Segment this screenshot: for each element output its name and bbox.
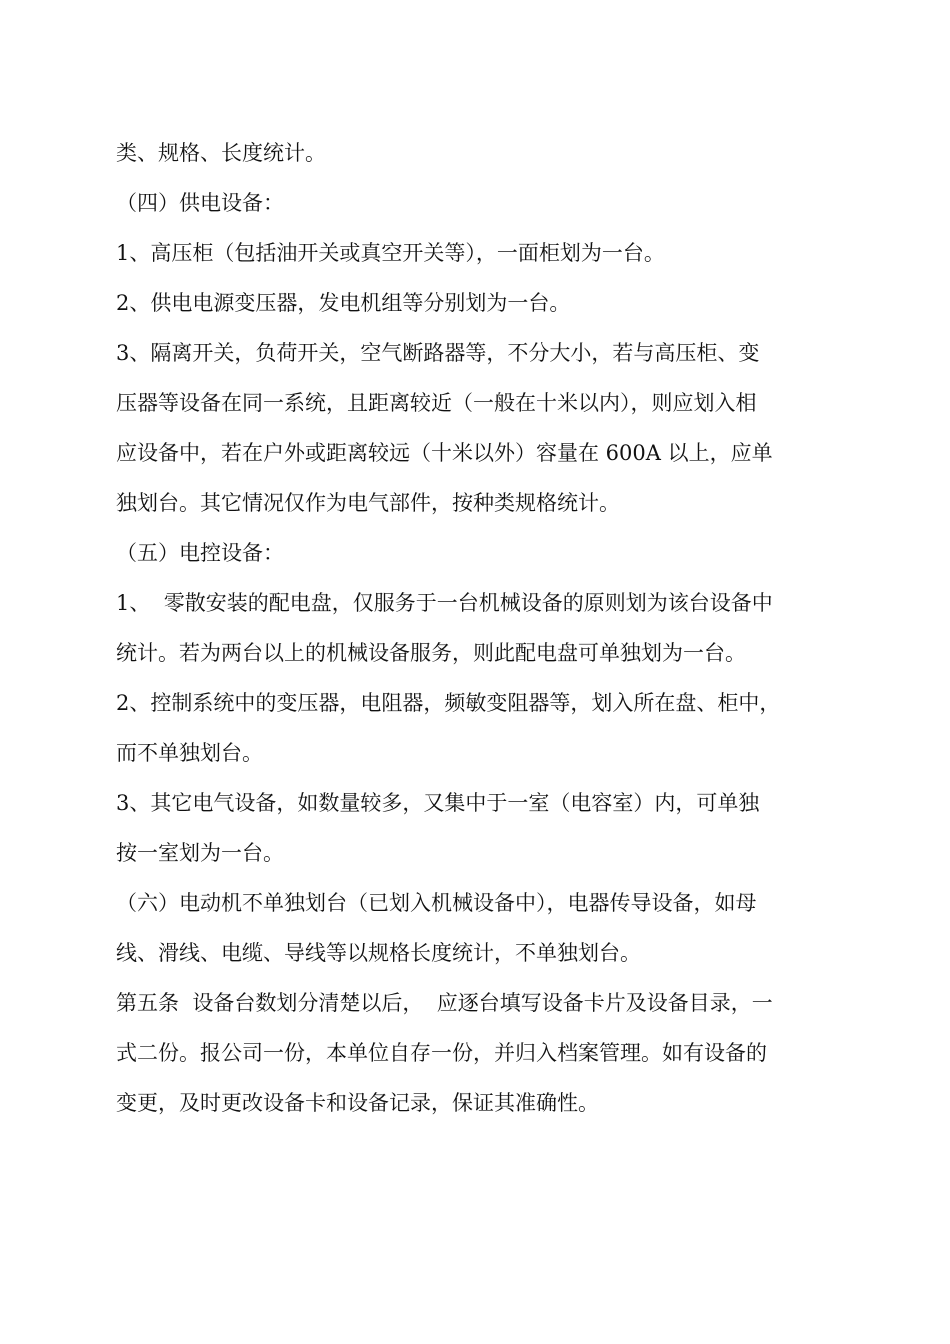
text-line: 2、供电电源变压器，发电机组等分别划为一台。 [116,291,571,315]
text-line: 压器等设备在同一系统，且距离较近（一般在十米以内），则应划入相 [116,391,757,415]
text-line: 类、规格、长度统计。 [116,141,326,165]
text-line: 独划台。其它情况仅作为电气部件，按种类规格统计。 [116,491,620,515]
text-line: 式二份。报公司一份，本单位自存一份，并归入档案管理。如有设备的 [116,1041,767,1065]
text-line: （六）电动机不单独划台（已划入机械设备中），电器传导设备，如母 [116,891,757,915]
text-line: 1、 零散安装的配电盘，仅服务于一台机械设备的原则划为该台设备中 [116,591,773,615]
text-line: 应设备中，若在户外或距离较远（十米以外）容量在 600A 以上，应单 [116,441,773,465]
text-line: 线、滑线、电缆、导线等以规格长度统计，不单独划台。 [116,941,641,965]
text-line: 而不单独划台。 [116,741,263,765]
section-heading: （五）电控设备： [116,541,284,565]
document-body [116,128,876,1128]
text-line: 1、高压柜（包括油开关或真空开关等），一面柜划为一台。 [116,241,665,265]
text-line: 3、隔离开关，负荷开关，空气断路器等，不分大小，若与高压柜、变 [116,341,760,365]
text-line: 统计。若为两台以上的机械设备服务，则此配电盘可单独划为一台。 [116,641,746,665]
section-heading: （四）供电设备： [116,191,284,215]
article-line: 第五条 设备台数划分清楚以后， 应逐台填写设备卡片及设备目录，一 [116,991,773,1015]
text-line: 3、其它电气设备，如数量较多，又集中于一室（电容室）内，可单独 [116,791,760,815]
text-line: 2、控制系统中的变压器，电阻器，频敏变阻器等，划入所在盘、柜中， [116,691,781,715]
text-line: 变更，及时更改设备卡和设备记录，保证其准确性。 [116,1091,599,1115]
text-line: 按一室划为一台。 [116,841,284,865]
